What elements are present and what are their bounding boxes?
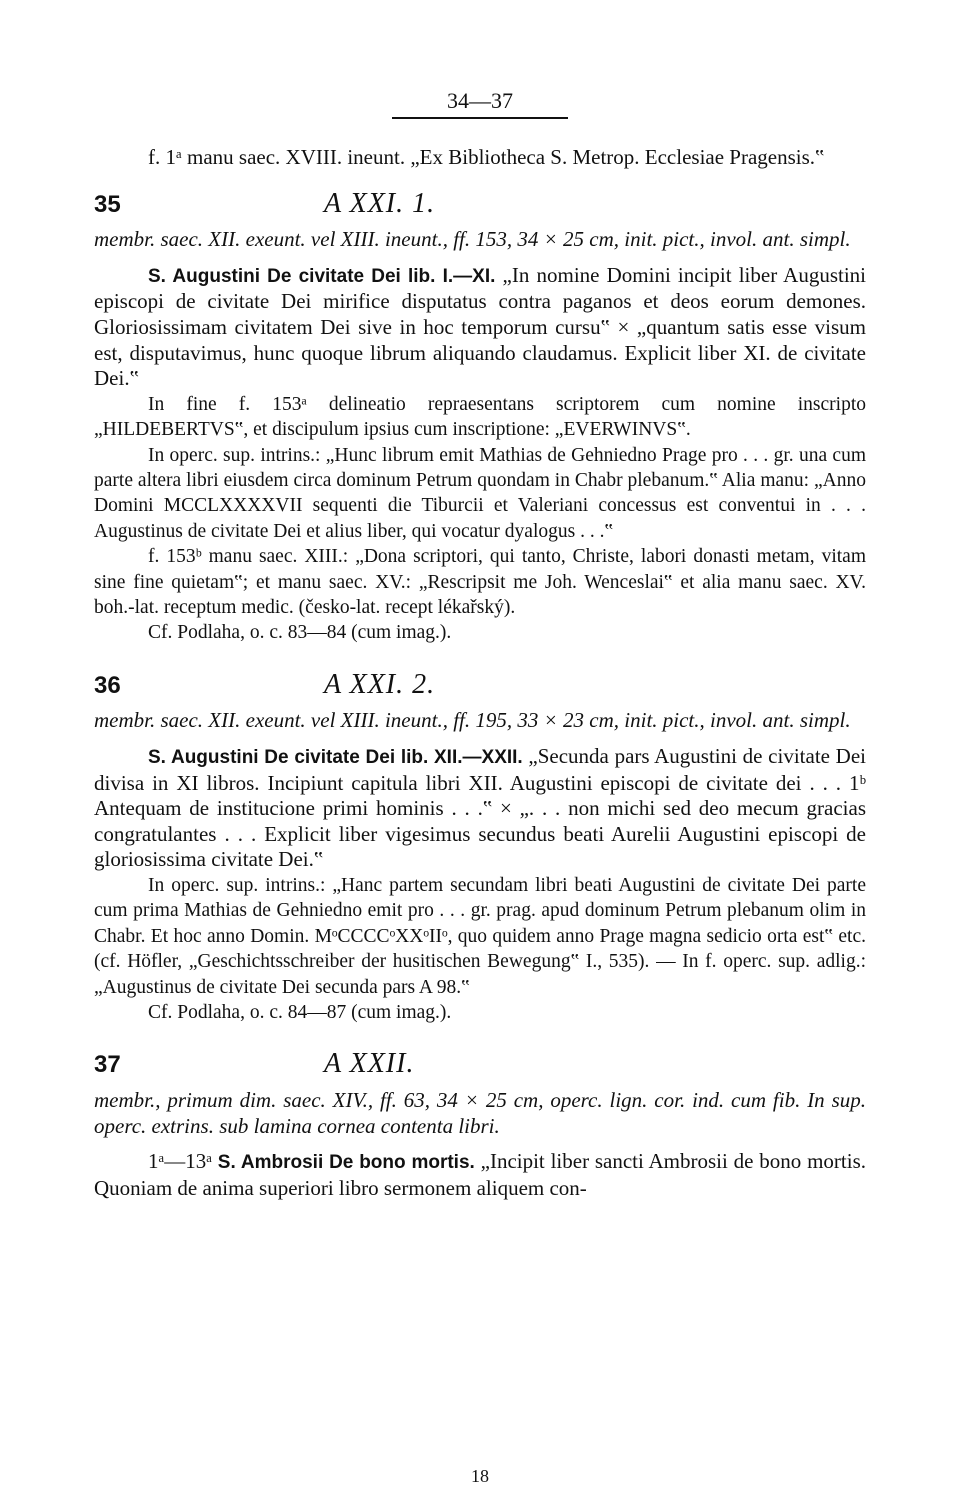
intro-note: f. 1ᵃ manu saec. XVIII. ineunt. „Ex Bibliotheca S. Metrop. Ecclesiae Pragensis.‟ xyxy=(148,145,825,169)
entry-35-note: In operc. sup. intrins.: „Hunc librum emit Mathias de Gehniedno Prage pro . . . gr. una cum parte altera libri eiusdem circa dominum Petrum quondam in Chabr plebanum.‟ Alia manu: „Anno Domini MCCLXXXXVII sequenti die Tiburcii et Valeriani concessus est conventui in . . . Augustinus de civitate Dei et alius liber, qui vocatur dyalogus . . .‟ xyxy=(94,444,866,542)
entry-signature: A XXII. xyxy=(324,1048,415,1080)
entry-36-title: S. Augustini De civitate Dei lib. XII.—XXII. xyxy=(148,747,523,768)
entry-36-body xyxy=(94,744,866,873)
entry-35-heading xyxy=(94,187,866,219)
page-number: 18 xyxy=(471,1466,489,1486)
entry-number: 37 xyxy=(94,1051,121,1079)
page-content xyxy=(94,145,866,1201)
entry-37-title: S. Ambrosii De bono mortis. xyxy=(217,1152,475,1174)
entry-36-note: Cf. Podlaha, o. c. 84—87 (cum imag.). xyxy=(148,1002,452,1023)
entry-35-note: Cf. Podlaha, o. c. 83—84 (cum imag.). xyxy=(148,622,452,644)
entry-37-text: „Incipit liber sancti Ambrosii de bono mortis. Quoniam de anima superiori libro sermonem aliquem con- xyxy=(94,1149,867,1200)
entry-37-heading xyxy=(94,1048,866,1080)
entry-35-note: f. 153ᵇ manu saec. XIII.: „Dona scriptori, qui tanto, Christe, labori donasti metam, vitam sine fine quietam‟; et manu saec. XV.: „Rescripsit me Joh. Wenceslai‟ et alia manu saec. XV. boh.-lat. receptum medic. (česko-lat. recept lékařský). xyxy=(94,546,866,618)
entry-37-folio-range: 1ᵃ—13ᵃ xyxy=(148,1149,212,1174)
entry-35-text: „In nomine Domini incipit liber Augustini episcopi de civitate Dei mirifice disputatus contra paganos et deos eorum demones. Gloriosissimam civitatem Dei sive in hoc temporum cursu‟ × „quantum satis esse visum est, disputavimus, hunc quoque librum aliquando claudamus. Explicit liber XI. de civitate Dei.‟ xyxy=(94,262,866,391)
entry-signature: A XXI. 2. xyxy=(324,668,436,700)
entry-35-note: In fine f. 153ᵃ delineatio repraesentans scriptorem cum nomine inscripto „HILDEBERTVS‟, et discipulum ipsius cum inscriptione: „EVERWINVS‟. xyxy=(94,393,866,441)
entry-number: 35 xyxy=(94,190,121,218)
entry-37-body xyxy=(94,1149,866,1201)
entry-signature: A XXI. 1. xyxy=(324,187,436,219)
header-rule xyxy=(392,117,568,119)
entry-37-description: membr., primum dim. saec. XIV., ff. 63, 34 × 25 cm, operc. lign. cor. ind. cum fib. In sup. operc. extrins. sub lamina cornea contenta libri. xyxy=(94,1088,866,1138)
entry-36-text: „Secunda pars Augustini de civitate Dei divisa in XI libros. Incipiunt capitula libri XII. Augustini episcopi de civitate dei . . . 1ᵇ Antequam de institucione primi hominis . . .‟ × „. . . non michi sed deo mecum gracias congratulantes . . . Explicit liber vigesimus secundus beati Aurelii Augustini episcopi de gloriosissima civitate Dei.‟ xyxy=(94,744,866,872)
running-head: 34—37 xyxy=(447,88,513,113)
entry-36-description: membr. saec. XII. exeunt. vel XIII. ineunt., ff. 195, 33 × 23 cm, init. pict., invol. ant. simpl. xyxy=(94,708,851,733)
entry-36-heading xyxy=(94,668,866,700)
entry-35-title: S. Augustini De civitate Dei lib. I.—XI. xyxy=(148,265,496,287)
entry-36-note: In operc. sup. intrins.: „Hanc partem secundam libri beati Augustini de civitate Dei parte cum prima Mathias de Gehniedno emit pro . . . gr. prag. apud dominum Petrum plebanum olim in Chabr. Et hoc anno Domin. MᵒCCCCᵒXXᵒIIᵒ, quo quidem anno Prage magna sedicio orta est‟ etc. (cf. Höfler, „Geschichtsschreiber der husitischen Bewegung‟ I., 535). — In f. operc. sup. adlig.: „Augustinus de civitate Dei secunda pars A 98.‟ xyxy=(94,874,866,998)
entry-number: 36 xyxy=(94,671,121,699)
entry-35-description: membr. saec. XII. exeunt. vel XIII. ineunt., ff. 153, 34 × 25 cm, init. pict., invol. ant. simpl. xyxy=(94,227,851,252)
entry-35-body xyxy=(94,263,866,392)
